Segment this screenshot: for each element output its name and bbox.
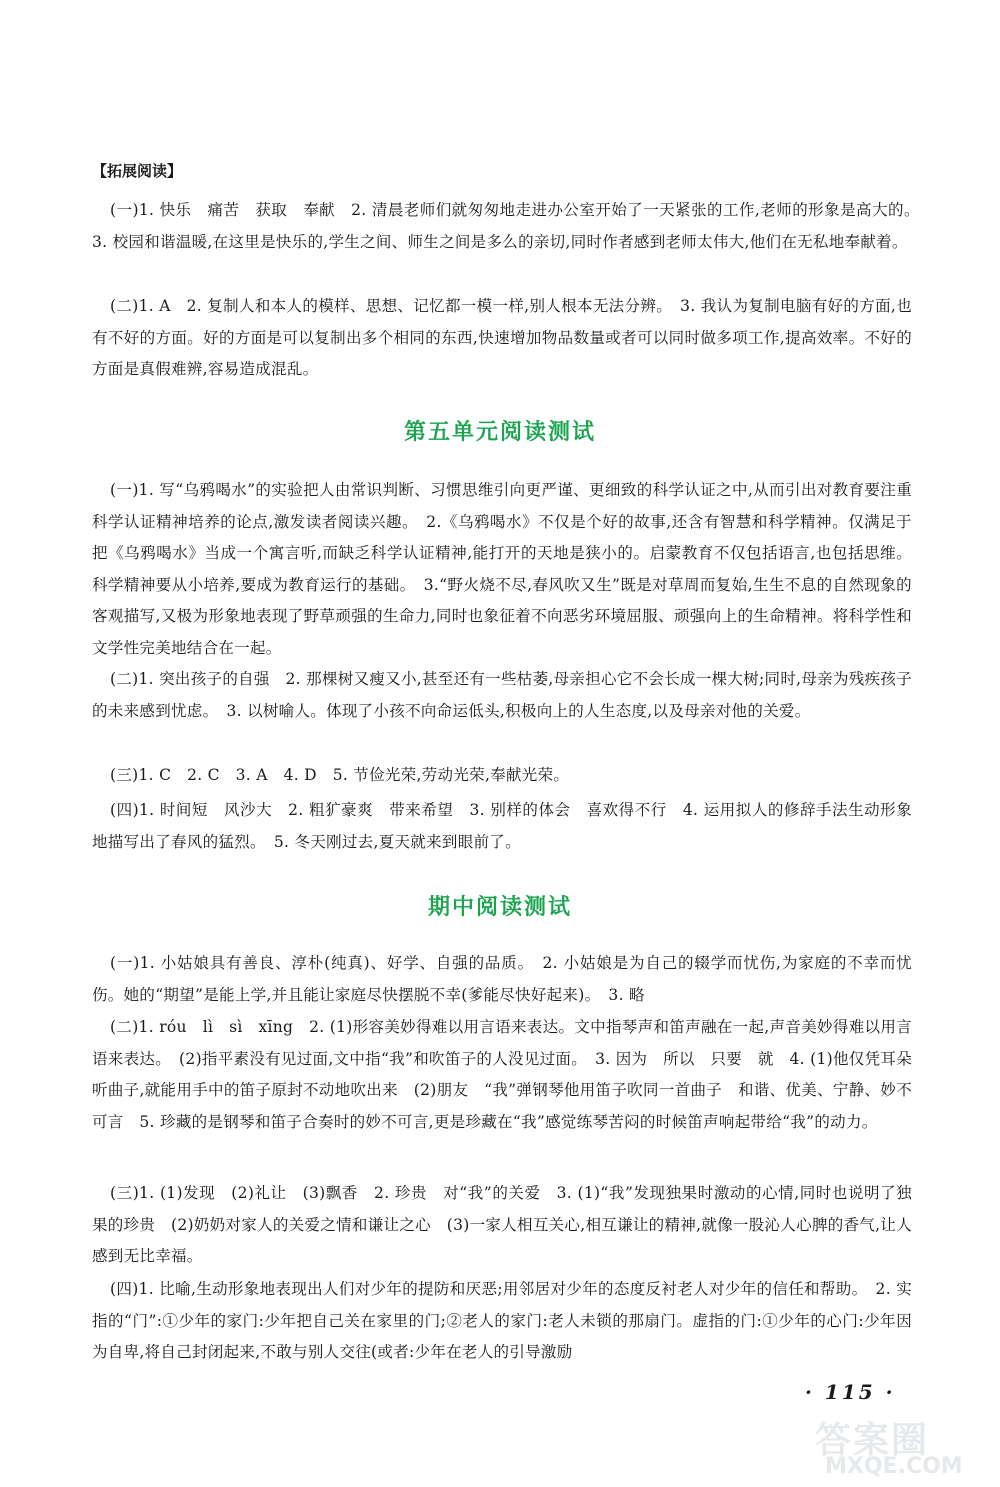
expand-reading-part-1: (一)1. 快乐 痛苦 获取 奉献 2. 清晨老师们就匆匆地走进办公室开始了一天紧张的工作,老师的形象是高大的。 3. 校园和谐温暖,在这里是快乐的,学生之间、师生之间是多么的亲切,同时作者感到老师太伟大,他们在无私地奉献着。 bbox=[92, 201, 928, 251]
midterm-part-1: (一)1. 小姑娘具有善良、淳朴(纯真)、好学、自强的品质。 2. 小姑娘是为自己的辍学而忧伤,为家庭的不幸而忧伤。她的“期望”是能上学,并且能让家庭尽快摆脱不幸(爹能尽快好起来)。 3. 略 bbox=[92, 954, 912, 1004]
expand-reading-part-2: (二)1. A 2. 复制人和本人的模样、思想、记忆都一模一样,别人根本无法分辨。 3. 我认为复制电脑有好的方面,也有不好的方面。好的方面是可以复制出多个相同的东西,快速增加物品数量或者可以同时做多项工作,提高效率。不好的方面是真假难辨,容易造成混乱。 bbox=[92, 297, 912, 378]
section-label-expand-reading: 【拓展阅读】 bbox=[92, 162, 183, 180]
page-number: · 115 · bbox=[805, 1380, 896, 1404]
midterm-title: 期中阅读测试 bbox=[427, 895, 572, 920]
midterm-part-2: (二)1. róu lì sì xīng 2. (1)形容美妙得难以用言语来表达。文中指琴声和笛声融在一起,声音美妙得难以用言语来表达。 (2)指平素没有见过面,文中指“我”和吹笛子的人没见过面。 3. 因为 所以 只要 就 4. (1)他仅凭耳朵听曲子,就能用手中的笛子原封不动地吹出来 (2)朋友 “我”弹钢琴他用笛子吹同一首曲子 和谐、优美、宁静、妙不可言 5. 珍藏的是钢琴和笛子合奏时的妙不可言,更是珍藏在“我”感觉练琴苦闷的时候笛声响起带给“我”的动力。 bbox=[92, 1018, 912, 1131]
watermark-text: 答案圈 bbox=[815, 1420, 930, 1461]
unit5-part-3: (三)1. C 2. C 3. A 4. D 5. 节俭光荣,劳动光荣,奉献光荣。 bbox=[110, 766, 570, 784]
midterm-part-3: (三)1. (1)发现 (2)礼让 (3)飘香 2. 珍贵 对“我”的关爱 3. (1)“我”发现独果时激动的心情,同时也说明了独果的珍贵 (2)奶奶对家人的关爱之情和谦让之心 (3)一家人相互关心,相互谦让的精神,就像一股沁人心脾的香气,让人感到无比幸福。 bbox=[92, 1184, 912, 1265]
watermark-logo bbox=[815, 1412, 990, 1482]
midterm-part-4: (四)1. 比喻,生动形象地表现出人们对少年的提防和厌恶;用邻居对少年的态度反衬老人对少年的信任和帮助。 2. 实指的“门”:①少年的家门:少年把自己关在家里的门;②老人的家门:老人未锁的那扇门。虚指的门:①少年的心门:少年因为自卑,将自己封闭起来,不敢与别人交往(或者:少年在老人的引导激励 bbox=[92, 1280, 912, 1361]
unit5-title: 第五单元阅读测试 bbox=[403, 420, 596, 445]
watermark-url: MXQE.COM bbox=[825, 1454, 963, 1479]
unit5-part-4: (四)1. 时间短 风沙大 2. 粗犷豪爽 带来希望 3. 别样的体会 喜欢得不行 4. 运用拟人的修辞手法生动形象地描写出了春风的猛烈。 5. 冬天刚过去,夏天就来到眼前了。 bbox=[92, 801, 912, 851]
unit5-part-2: (二)1. 突出孩子的自强 2. 那棵树又瘦又小,甚至还有一些枯萎,母亲担心它不会长成一棵大树;同时,母亲为残疾孩子的未来感到忧虑。 3. 以树喻人。体现了小孩不向命运低头,积极向上的人生态度,以及母亲对他的关爱。 bbox=[92, 670, 912, 720]
unit5-part-1: (一)1. 写“乌鸦喝水”的实验把人由常识判断、习惯思维引向更严谨、更细致的科学认证之中,从而引出对教育要注重科学认证精神培养的论点,激发读者阅读兴趣。 2.《乌鸦喝水》不仅是个好的故事,还含有智慧和科学精神。仅满足于把《乌鸦喝水》当成一个寓言听,而缺乏科学认证精神,能打开的天地是狭小的。启蒙教育不仅包括语言,也包括思维。科学精神要从小培养,要成为教育运行的基础。 3.“野火烧不尽,春风吹又生”既是对草周而复始,生生不息的自然现象的客观描写,又极为形象地表现了野草顽强的生命力,同时也象征着不向恶劣环境屈服、顽强向上的生命精神。将科学性和文学性完美地结合在一起。 bbox=[92, 481, 912, 657]
